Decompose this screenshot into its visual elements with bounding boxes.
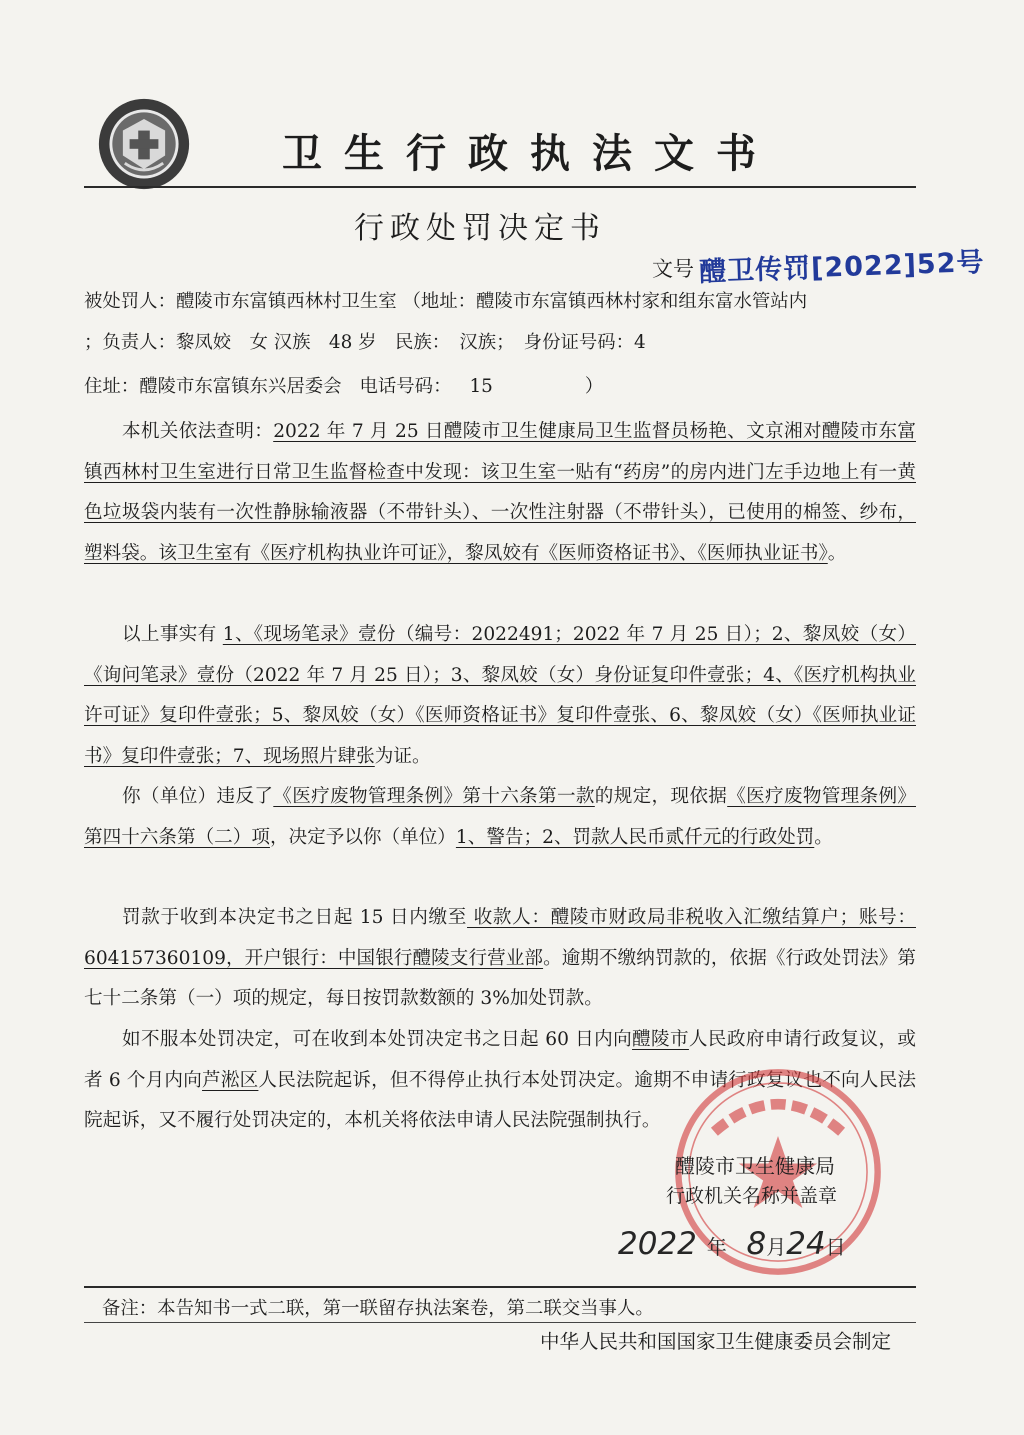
date-day: 24 <box>786 1226 826 1262</box>
decision-text-2: 的规定，现依据 <box>594 786 728 807</box>
penalty-content: 1、警告；2、罚款人民币贰仟元的行政处罚 <box>455 826 815 848</box>
party-address-line <box>84 372 603 398</box>
decision-end: 。 <box>814 826 833 848</box>
address-value: 醴陵市东富镇东兴居委会 <box>139 376 342 397</box>
health-commission-emblem-icon <box>96 96 192 192</box>
payment-text-2: 。逾期不缴纳罚款的，依据《行政处罚法》第七十二条第（一）项的规定，每日按罚款数额的 3%加处罚款。 <box>84 947 916 1009</box>
payment-paragraph <box>84 898 916 1020</box>
violated-article: 《医疗废物管理条例》第十六条第一款 <box>273 786 595 807</box>
remark-note: 备注：本告知书一式二联，第一联留存执法案卷，第二联交当事人。 <box>102 1298 654 1319</box>
remark-rule <box>84 1322 916 1323</box>
findings-content: 2022 年 7 月 25 日醴陵市卫生健康局卫生监督员杨艳、文京湘对醴陵市东富镇西林村卫生室进行日常卫生监督检查中发现：该卫生室一贴有“药房”的房内进门左手边地上有一黄色垃圾袋内装有一次性静脉输液器（不带针头）、一次性注射器（不带针头），已使用的棉签、纱布，塑料袋。该卫生室有《医疗机构执业许可证》，黎凤姣有《医师资格证书》、《医师执业证书》 <box>84 421 916 564</box>
header-rule <box>84 186 916 188</box>
findings-end: 。 <box>827 542 847 564</box>
party-line-1: 被处罚人：醴陵市东富镇西林村卫生室 （地址：醴陵市东富镇西林村家和组东富水管站内 <box>84 291 808 312</box>
phone-label: 电话号码： <box>359 376 452 397</box>
document-number-value: 醴卫传罚[2022]52号 <box>698 247 986 288</box>
appeal-text-3: 人民法院起诉，但不得停止执行本处罚决定。逾期不申请行政复议也不向人民法院起诉，又不履行处罚决定的，本机关将依法申请人民法院强制执行。 <box>84 1069 916 1131</box>
findings-lead: 本机关依法查明： <box>122 421 274 442</box>
decision-text-3: ，决定予以你（单位） <box>269 826 456 848</box>
date-month-unit: 月 <box>766 1235 787 1259</box>
evidence-end: 为证。 <box>374 745 431 767</box>
document-type-title: 行政处罚决定书 <box>354 211 606 246</box>
date-month: 8 <box>746 1226 767 1262</box>
issuing-authority-name: 醴陵市卫生健康局 <box>675 1154 835 1178</box>
address-label: 住址： <box>84 376 140 397</box>
date-year-unit: 年 <box>706 1235 727 1259</box>
date-year: 2022 <box>618 1226 697 1262</box>
footer-rule <box>84 1286 916 1288</box>
issuer-footer: 中华人民共和国国家卫生健康委员会制定 <box>540 1330 892 1353</box>
payment-text-1: 罚款于收到本决定书之日起 15 日内缴至 <box>122 907 468 928</box>
payment-account-info: 收款人：醴陵市财政局非税收入汇缴结算户；账号：604157360109，开户银行：中国银行醴陵支行营业部 <box>84 907 916 969</box>
party-line-2: ；负责人：黎凤姣 女 汉族 48 岁 民族： 汉族； 身份证号码：4 <box>84 332 646 353</box>
phone-value: 15 <box>469 376 493 397</box>
address-close: ） <box>584 376 604 397</box>
decision-text-1: 你（单位）违反了 <box>122 786 274 807</box>
document-number-label: 文号 <box>652 257 694 281</box>
evidence-lead: 以上事实有 <box>122 624 223 645</box>
date-day-unit: 日 <box>825 1235 846 1259</box>
issuing-authority-caption: 行政机关名称并盖章 <box>666 1185 838 1207</box>
evidence-paragraph <box>84 615 916 777</box>
penalty-basis-article: 《医疗废物管理条例》第四十六条第（二）项 <box>84 786 916 848</box>
document-number <box>652 245 986 288</box>
evidence-content: 1、《现场笔录》壹份（编号：2022491；2022 年 7 月 25 日）；2、黎凤姣（女）《询问笔录》壹份（2022 年 7 月 25 日）；3、黎凤姣（女）身份证复印件壹张；4、《医疗机构执业许可证》复印件壹张；5、黎凤姣（女）《医师资格证书》复印件壹张、6、黎凤姣（女）《医师执业证书》复印件壹张；7、现场照片肆张 <box>84 624 916 767</box>
appeal-court-district: 芦淞区 <box>202 1069 259 1091</box>
document-main-title: 卫生行政执法文书 <box>282 130 778 177</box>
appeal-text-2: 人民政府申请行政复议，或者 6 个月内向 <box>84 1029 916 1091</box>
signature-date <box>618 1226 846 1262</box>
appeal-government: 醴陵市 <box>632 1029 689 1050</box>
findings-paragraph <box>84 412 916 574</box>
decision-paragraph <box>84 777 916 858</box>
appeal-text-1: 如不服本处罚决定，可在收到本处罚决定书之日起 60 日内向 <box>122 1029 633 1050</box>
